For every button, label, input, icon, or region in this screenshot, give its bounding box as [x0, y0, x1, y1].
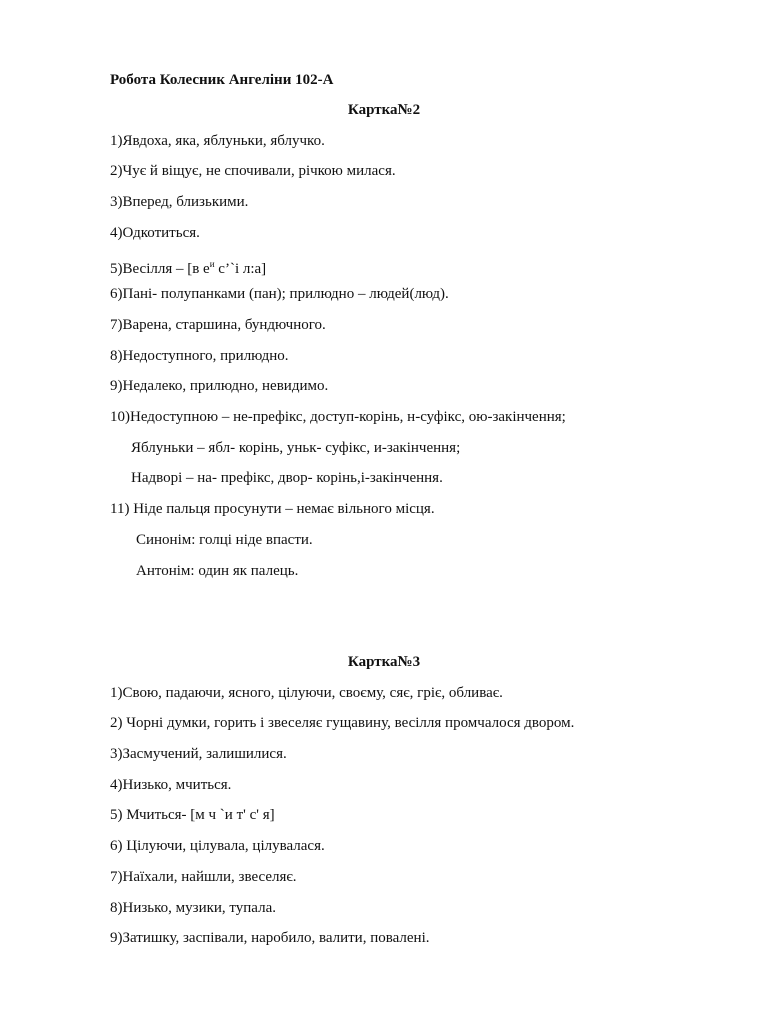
card3-line-6: 6) Цілуючи, цілувала, цілувалася.: [110, 838, 325, 854]
card2-line-5-rest: с’`і л:а]: [214, 261, 267, 277]
card2-synonym: Синонім: голці ніде впасти.: [136, 532, 313, 548]
card3-line-2: 2) Чорні думки, горить і звеселяє гущавину, весілля промчалося двором.: [110, 715, 575, 731]
card2-line-5-superscript: и: [209, 259, 215, 269]
document-header: Робота Колесник Ангеліни 102-А: [110, 72, 334, 88]
card2-line-5-main: 5)Весілля – [в е: [110, 261, 210, 277]
card2-line-10-sub-1: Яблуньки – ябл- корінь, уньк- суфікс, и-закінчення;: [131, 440, 461, 456]
card2-line-9: 9)Недалеко, прилюдно, невидимо.: [110, 378, 329, 394]
card2-line-5: [110, 255, 266, 278]
card2-line-7: 7)Варена, старшина, бундючного.: [110, 317, 326, 333]
card2-line-11: 11) Ніде пальця просунути – немає вільного місця.: [110, 501, 435, 517]
card3-line-7: 7)Наїхали, найшли, звеселяє.: [110, 869, 297, 885]
card2-line-3: 3)Вперед, близькими.: [110, 194, 249, 210]
card2-title: Картка№2: [347, 102, 421, 118]
card2-line-2: 2)Чує й віщує, не спочивали, річкою милася.: [110, 163, 396, 179]
card2-line-1: 1)Явдоха, яка, яблуньки, яблучко.: [110, 133, 325, 149]
card3-line-1: 1)Свою, падаючи, ясного, цілуючи, своєму, сяє, гріє, обливає.: [110, 685, 503, 701]
card3-line-5: 5) Мчиться- [м ч `и т' с' я]: [110, 807, 275, 823]
card2-antonym: Антонім: один як палець.: [136, 563, 299, 579]
card3-line-9: 9)Затишку, заспівали, наробило, валити, повалені.: [110, 930, 430, 946]
card3-line-3: 3)Засмучений, залишилися.: [110, 746, 287, 762]
card3-title: Картка№3: [347, 654, 421, 670]
card3-line-4: 4)Низько, мчиться.: [110, 777, 232, 793]
card3-line-8: 8)Низько, музики, тупала.: [110, 900, 276, 916]
card2-line-8: 8)Недоступного, прилюдно.: [110, 348, 289, 364]
card2-line-10-sub-2: Надворі – на- префікс, двор- корінь,і-закінчення.: [131, 470, 443, 486]
card2-line-4: 4)Одкотиться.: [110, 225, 200, 241]
card2-line-6: 6)Пані- полупанками (пан); прилюдно – людей(люд).: [110, 286, 449, 302]
card2-line-10: 10)Недоступною – не-префікс, доступ-корінь, н-суфікс, ою-закінчення;: [110, 409, 566, 425]
